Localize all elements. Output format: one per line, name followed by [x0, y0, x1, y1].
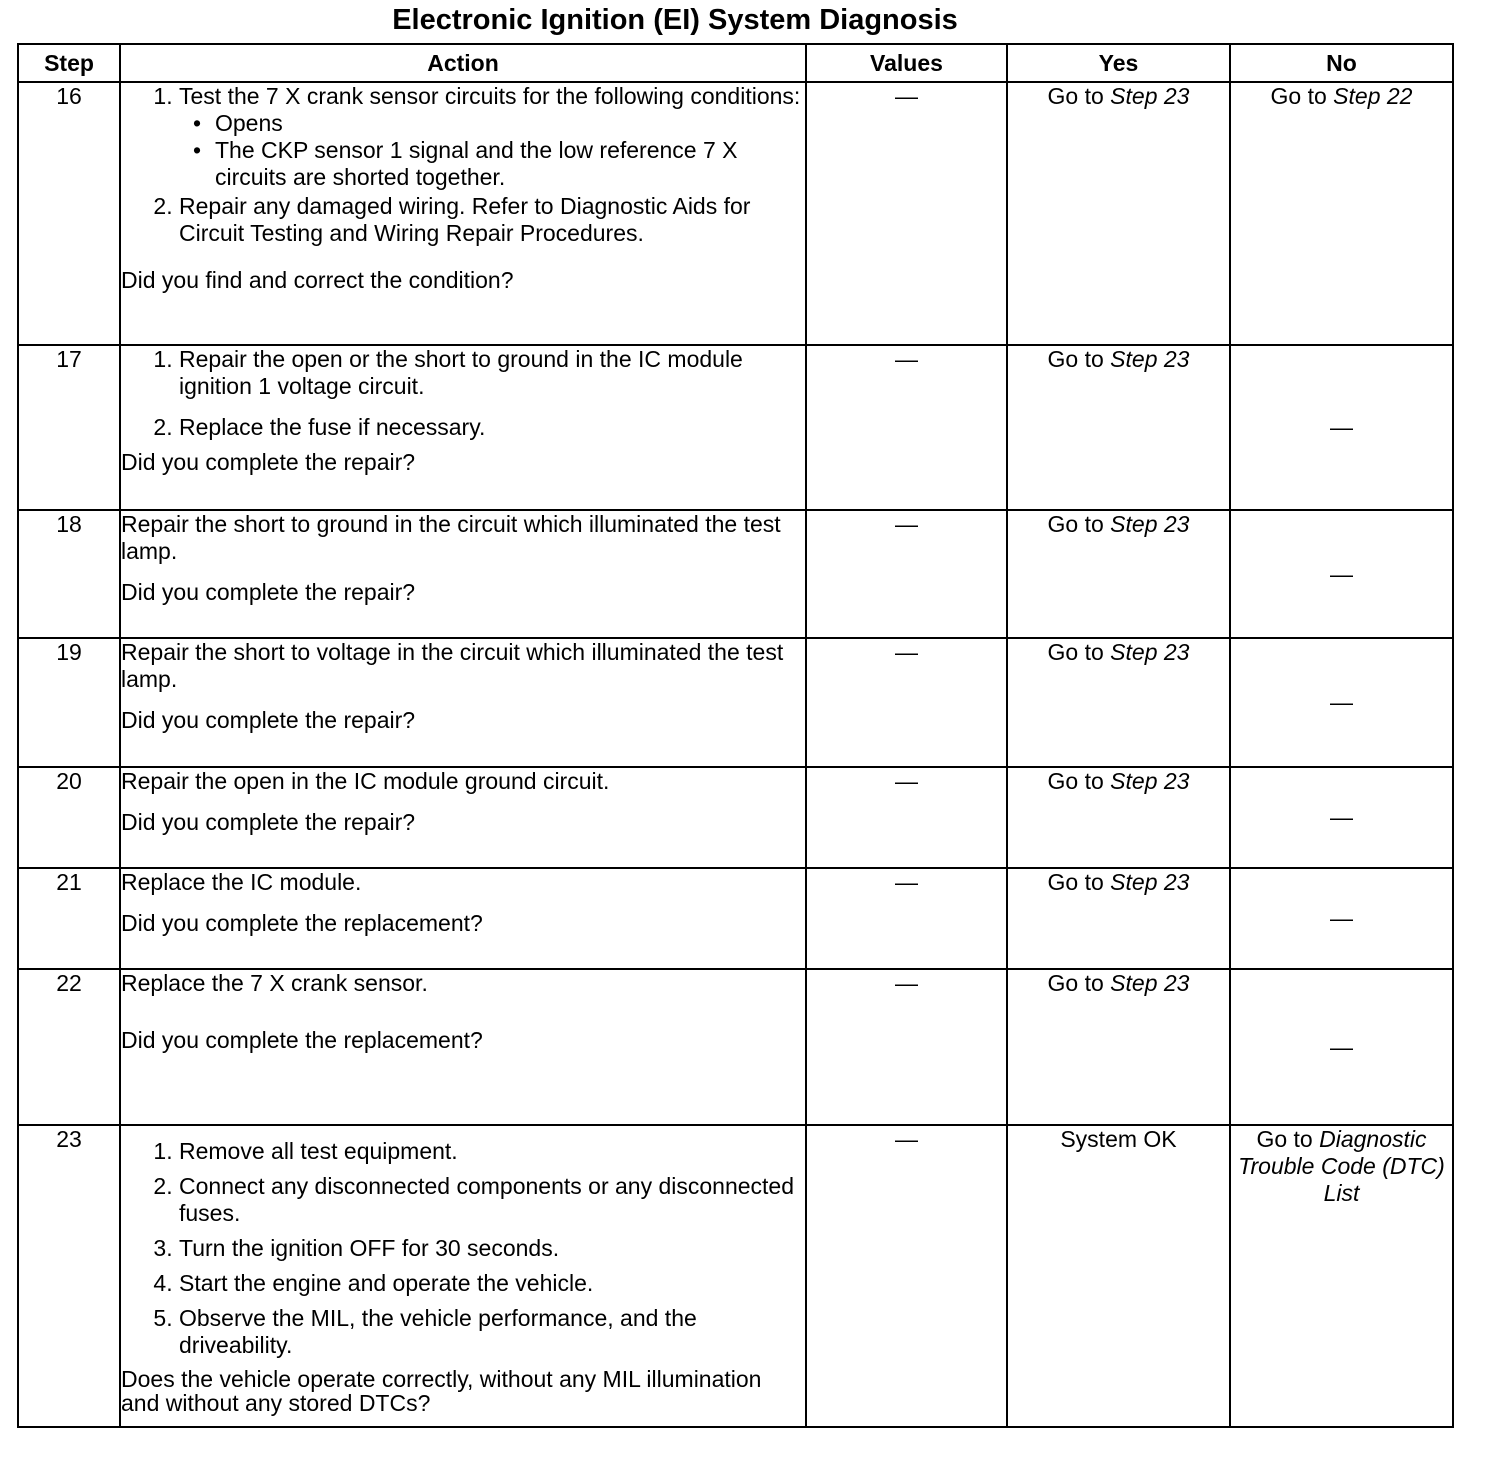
action-list [121, 346, 805, 441]
goto-text: Go to [1047, 768, 1104, 794]
goto-step-link[interactable]: Step 23 [1110, 639, 1190, 665]
no-cell [1230, 1125, 1453, 1427]
no-cell [1230, 345, 1453, 510]
dash: — [895, 970, 918, 996]
action-text: Repair the open in the IC module ground circuit. [121, 768, 610, 794]
goto-text: Go to [1270, 83, 1327, 109]
dash: — [895, 768, 918, 794]
action-text: Repair the short to ground in the circuit which illuminated the test lamp. [121, 511, 781, 564]
dash: — [1330, 560, 1353, 587]
step-number: 20 [18, 767, 120, 868]
goto-text: Go to [1047, 83, 1104, 109]
question-text: Did you complete the repair? [121, 579, 416, 605]
values-cell [806, 345, 1007, 510]
bullet-list [179, 110, 805, 191]
dtc-list-link[interactable]: Diagnostic Trouble Code (DTC) List [1238, 1126, 1445, 1206]
action-text: Replace the IC module. [121, 869, 362, 895]
diagnosis-table [17, 43, 1454, 1428]
table-row [18, 1125, 1453, 1427]
action-text: Replace the 7 X crank sensor. [121, 970, 428, 996]
yes-cell [1007, 345, 1230, 510]
header-no: No [1230, 44, 1453, 82]
no-cell [1230, 510, 1453, 638]
header-step: Step [18, 44, 120, 82]
dash: — [1330, 1033, 1353, 1060]
action-text: Repair the short to voltage in the circuit which illuminated the test lamp. [121, 639, 784, 692]
list-item [179, 193, 805, 247]
step-number: 17 [18, 345, 120, 510]
goto-text: Go to [1047, 346, 1104, 372]
no-cell [1230, 638, 1453, 767]
yes-cell [1007, 868, 1230, 969]
page-title: Electronic Ignition (EI) System Diagnosis [392, 4, 958, 36]
question-text: Did you complete the repair? [121, 707, 416, 733]
yes-cell [1007, 638, 1230, 767]
table-row [18, 82, 1453, 345]
question-text: Does the vehicle operate correctly, without any MIL illumination and without any stored DTCs? [121, 1366, 762, 1416]
dash: — [1330, 905, 1353, 931]
header-values: Values [806, 44, 1007, 82]
values-cell [806, 1125, 1007, 1427]
table-row [18, 767, 1453, 868]
question-text: Did you complete the repair? [121, 449, 416, 475]
no-cell [1230, 82, 1453, 345]
yes-cell [1007, 1125, 1230, 1427]
action-list [121, 83, 805, 247]
step-number: 18 [18, 510, 120, 638]
table-row [18, 510, 1453, 638]
yes-cell [1007, 510, 1230, 638]
list-item: • The CKP sensor 1 signal and the low reference 7 X circuits are shorted together. [215, 137, 805, 191]
list-item [179, 83, 805, 191]
dash: — [895, 83, 918, 109]
dash: — [1330, 414, 1353, 440]
dash: — [895, 346, 918, 372]
header-row [18, 44, 1453, 82]
step-number: 23 [18, 1125, 120, 1427]
action-cell [120, 868, 806, 969]
step-number: 19 [18, 638, 120, 767]
dash: — [1330, 804, 1353, 830]
list-item: • Opens [215, 110, 805, 137]
question-text: Did you find and correct the condition? [121, 267, 514, 293]
step-number: 21 [18, 868, 120, 969]
dash: — [895, 511, 918, 537]
goto-text: Go to [1047, 869, 1104, 895]
no-cell [1230, 868, 1453, 969]
dash: — [1330, 689, 1353, 715]
table-row [18, 638, 1453, 767]
action-cell [120, 767, 806, 868]
dash: — [895, 639, 918, 665]
question-text: Did you complete the replacement? [121, 910, 483, 936]
question-text: Did you complete the replacement? [121, 1027, 483, 1053]
list-item: 2. Replace the fuse if necessary. [179, 414, 805, 441]
list-item: 3. Turn the ignition OFF for 30 seconds. [179, 1235, 805, 1262]
action-list [121, 1138, 805, 1359]
values-cell [806, 868, 1007, 969]
yes-cell [1007, 767, 1230, 868]
goto-text: Go to [1047, 970, 1104, 996]
values-cell [806, 82, 1007, 345]
action-cell [120, 345, 806, 510]
action-text: Test the 7 X crank sensor circuits for the following conditions: [179, 83, 801, 109]
goto-step-link[interactable]: Step 22 [1333, 83, 1413, 109]
action-text: Repair any damaged wiring. Refer to Diagnostic Aids for Circuit Testing and Wiring Repair Procedures. [179, 193, 751, 246]
goto-step-link[interactable]: Step 23 [1110, 83, 1190, 109]
table-row [18, 868, 1453, 969]
goto-step-link[interactable]: Step 23 [1110, 869, 1190, 895]
action-cell [120, 1125, 806, 1427]
list-item: 1. Repair the open or the short to ground in the IC module ignition 1 voltage circuit. [179, 346, 805, 400]
header-yes: Yes [1007, 44, 1230, 82]
list-item: 4. Start the engine and operate the vehicle. [179, 1270, 805, 1297]
action-cell [120, 969, 806, 1125]
list-item: 2. Connect any disconnected components or any disconnected fuses. [179, 1173, 805, 1227]
goto-text: Go to [1047, 639, 1104, 665]
goto-step-link[interactable]: Step 23 [1110, 970, 1190, 996]
table-row [18, 969, 1453, 1125]
header-action: Action [120, 44, 806, 82]
values-cell [806, 767, 1007, 868]
system-ok-text: System OK [1060, 1126, 1177, 1152]
step-number: 16 [18, 82, 120, 345]
goto-text: Go to [1256, 1126, 1313, 1152]
list-item: 1. Remove all test equipment. [179, 1138, 805, 1165]
dash: — [895, 869, 918, 895]
action-cell [120, 82, 806, 345]
action-cell [120, 638, 806, 767]
yes-cell [1007, 82, 1230, 345]
dash: — [895, 1126, 918, 1152]
goto-text: Go to [1047, 511, 1104, 537]
goto-step-link[interactable]: Step 23 [1110, 346, 1190, 372]
action-cell [120, 510, 806, 638]
no-cell [1230, 969, 1453, 1125]
goto-step-link[interactable]: Step 23 [1110, 511, 1190, 537]
no-cell [1230, 767, 1453, 868]
values-cell [806, 969, 1007, 1125]
table-row [18, 345, 1453, 510]
values-cell [806, 510, 1007, 638]
goto-step-link[interactable]: Step 23 [1110, 768, 1190, 794]
question-text: Did you complete the repair? [121, 809, 416, 835]
values-cell [806, 638, 1007, 767]
yes-cell [1007, 969, 1230, 1125]
list-item: 5. Observe the MIL, the vehicle performance, and the driveability. [179, 1305, 805, 1359]
step-number: 22 [18, 969, 120, 1125]
